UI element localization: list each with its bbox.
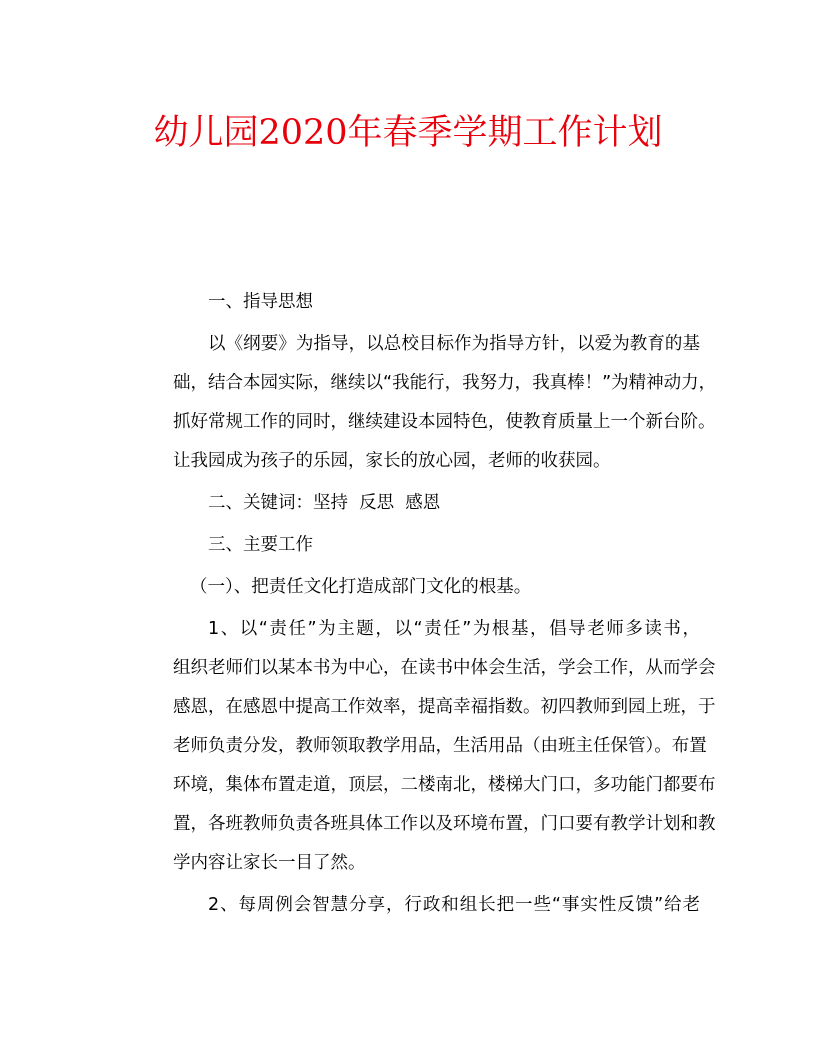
paragraph-guiding-ideology — [138, 325, 717, 481]
document-title: 幼儿园2020年春季学期工作计划 — [153, 113, 663, 153]
text-line: 抓好常规工作的同时，继续建设本园特色，使教育质量上一个新台阶。 — [173, 412, 716, 432]
text-line: 环境，集体布置走道，顶层，二楼南北，楼梯大门口，多功能门都要布 — [173, 775, 716, 795]
text-line: 二、关键词：坚持 反思 感恩 — [208, 493, 441, 513]
text-line: 础，结合本园实际，继续以“我能行，我努力，我真棒！”为精神动力， — [173, 373, 717, 393]
section-heading-main-work — [138, 526, 700, 565]
text-line: 以《纲要》为指导，以总校目标作为指导方针，以爱为教育的基 — [208, 334, 700, 354]
text-line: 2、每周例会智慧分享，行政和组长把一些“事实性反馈”给老 — [208, 895, 700, 915]
text-line: 一、指导思想 — [208, 292, 313, 312]
paragraph-item-1 — [138, 610, 716, 883]
text-line: 1、以“责任”为主题，以“责任”为根基，倡导老师多读书， — [208, 619, 700, 639]
text-line: （一）、把责任文化打造成部门文化的根基。 — [190, 577, 532, 597]
text-line: 老师负责分发，教师领取教学用品，生活用品（由班主任保管）。布置 — [173, 736, 707, 756]
text-line: 组织老师们以某本书为中心，在读书中体会生活，学会工作，从而学会 — [173, 658, 716, 678]
text-line: 置，各班教师负责各班具体工作以及环境布置，门口要有教学计划和教 — [173, 814, 716, 834]
text-line: 感恩，在感恩中提高工作效率，提高幸福指数。初四教师到园上班，于 — [173, 697, 716, 717]
document-body — [138, 283, 717, 925]
paragraph-item-2 — [138, 886, 700, 925]
section-heading-guiding-ideology — [138, 283, 700, 322]
subsection-heading-responsibility-culture — [138, 568, 700, 607]
section-heading-keywords — [138, 484, 700, 523]
text-line: 三、主要工作 — [208, 535, 313, 555]
text-line: 学内容让家长一目了然。 — [173, 853, 366, 873]
text-line: 让我园成为孩子的乐园，家长的放心园，老师的收获园。 — [173, 451, 611, 471]
